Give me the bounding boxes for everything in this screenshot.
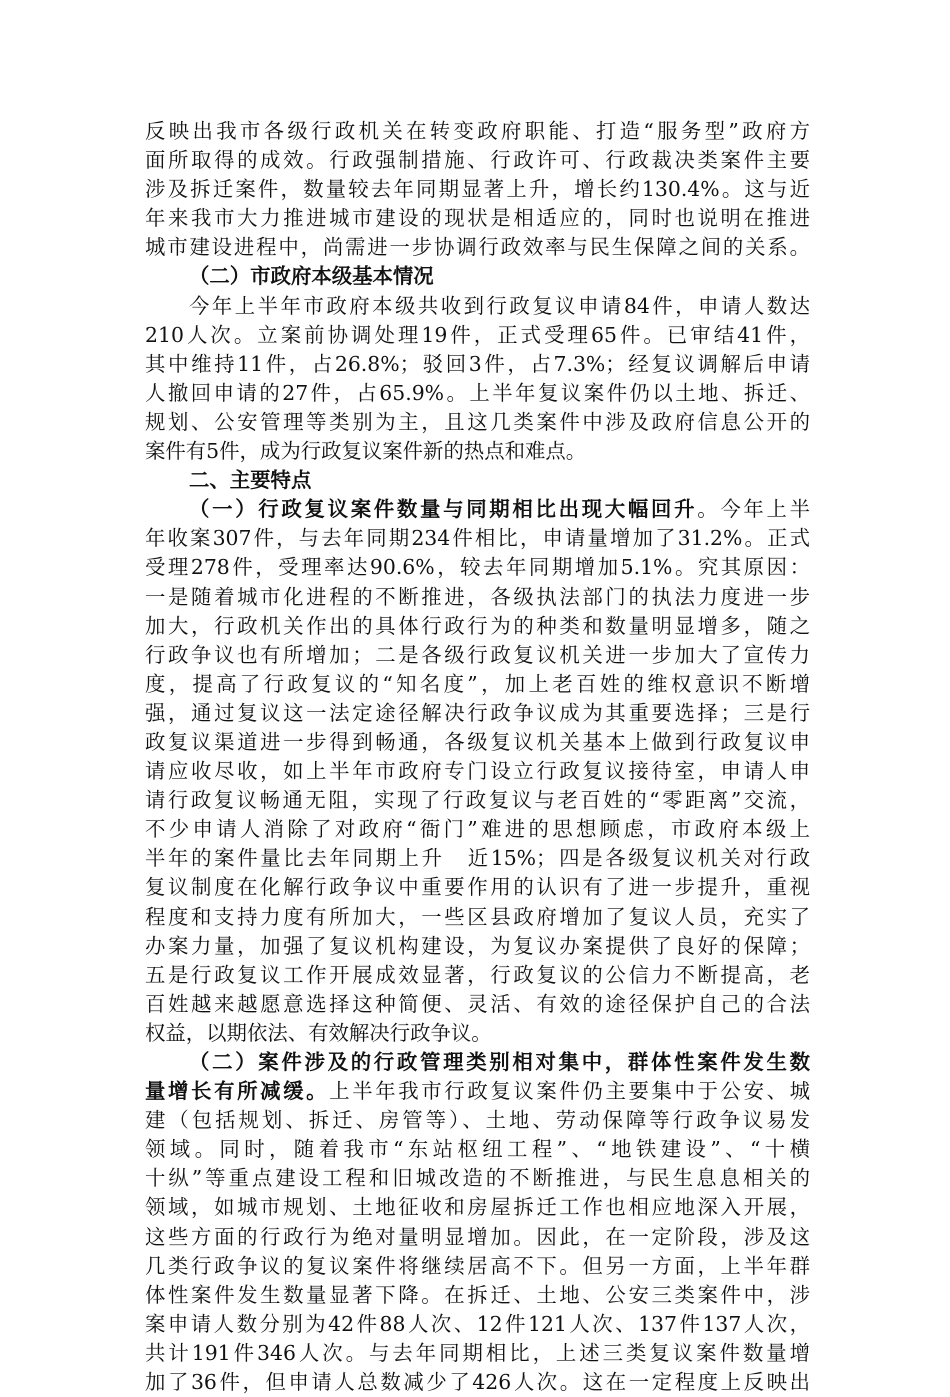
- text-span: 上半年我市行政复议案件仍主要集中于公安、城: [329, 1079, 811, 1104]
- text-line: （二）案件涉及的行政管理类别相对集中，群体性案件发生数: [189, 1050, 810, 1074]
- text-line: 共计191件346人次。与去年同期相比，上述三类复议案件数量增: [145, 1340, 810, 1365]
- text-line: 城市建设进程中，尚需进一步协调行政效率与民生保障之间的关系。: [145, 235, 810, 260]
- bold-heading-span: （一）行政复议案件数量与同期相比出现大幅回升: [189, 497, 698, 522]
- text-line: 案件有5件，成为行政复议案件新的热点和难点。: [145, 439, 587, 464]
- text-line: 加了36件，但申请人总数减少了426人次。这在一定程度上反映出: [145, 1370, 810, 1395]
- text-line: 案申请人数分别为42件88人次、12件121人次、137件137人次，: [145, 1311, 810, 1336]
- text-line: 复议制度在化解行政争议中重要作用的认识有了进一步提升，重视: [145, 875, 810, 900]
- text-line: 其中维持11件，占26.8%；驳回3件，占7.3%；经复议调解后申请: [145, 351, 810, 376]
- text-line: 程度和支持力度有所加大，一些区县政府增加了复议人员，充实了: [145, 904, 810, 929]
- text-line: 请行政复议畅通无阻，实现了行政复议与老百姓的“零距离”交流，: [145, 788, 810, 813]
- document-body: [145, 117, 810, 1397]
- text-line: 受理278件，受理率达90.6%，较去年同期增加5.1%。究其原因：: [145, 555, 810, 580]
- text-line: （二）市政府本级基本情况: [189, 264, 434, 289]
- text-line: 涉及拆迁案件，数量较去年同期显著上升，增长约130.4%。这与近: [145, 177, 810, 202]
- text-line: 面所取得的成效。行政强制措施、行政许可、行政裁决类案件主要: [145, 148, 810, 173]
- text-line: 加大，行政机关作出的具体行政行为的种类和数量明显增多，随之: [145, 613, 810, 638]
- text-line: 政复议渠道进一步得到畅通，各级复议机关基本上做到行政复议申: [145, 729, 810, 754]
- text-line: 请应收尽收，如上半年市政府专门设立行政复议接待室，申请人申: [145, 759, 810, 784]
- text-line: 行政争议也有所增加；二是各级行政复议机关进一步加大了宣传力: [145, 642, 810, 667]
- text-line: 规划、公安管理等类别为主，且这几类案件中涉及政府信息公开的: [145, 409, 810, 434]
- text-line: 半年的案件量比去年同期上升 近15%；四是各级复议机关对行政: [145, 846, 810, 871]
- text-line: 领域，如城市规划、土地征收和房屋拆迁工作也相应地深入开展，: [145, 1195, 810, 1220]
- text-line: 人撤回申请的27件，占65.9%。上半年复议案件仍以土地、拆迁、: [145, 380, 810, 405]
- bold-heading-span: 量增长有所减缓。: [145, 1079, 330, 1104]
- text-line: 今年上半年市政府本级共收到行政复议申请84件，申请人数达: [189, 293, 810, 318]
- text-line: 领域。同时，随着我市“东站枢纽工程”、“地铁建设”、“十横: [145, 1137, 810, 1162]
- text-span: 。今年上半: [697, 497, 811, 522]
- text-line: 年收案307件，与去年同期234件相比，申请量增加了31.2%。正式: [145, 526, 810, 551]
- text-line: 度，提高了行政复议的“知名度”，加上老百姓的维权意识不断增: [145, 671, 810, 696]
- text-line: 反映出我市各级行政机关在转变政府职能、打造“服务型”政府方: [145, 119, 810, 143]
- text-line: 210人次。立案前协调处理19件，正式受理65件。已审结41件，: [145, 322, 810, 347]
- text-line: 不少申请人消除了对政府“衙门”难进的思想顾虑，市政府本级上: [145, 817, 810, 842]
- text-line: 体性案件发生数量显著下降。在拆迁、土地、公安三类案件中，涉: [145, 1282, 810, 1307]
- text-line: [145, 495, 810, 524]
- text-line: 十纵”等重点建设工程和旧城改造的不断推进，与民生息息相关的: [145, 1166, 810, 1191]
- text-line: 建（包括规划、拆迁、房管等）、土地、劳动保障等行政争议易发: [145, 1108, 810, 1133]
- text-line: 几类行政争议的复议案件将继续居高不下。但另一方面，上半年群: [145, 1253, 810, 1278]
- text-line: 权益，以期依法、有效解决行政争议。: [145, 1020, 492, 1045]
- text-line: 强，通过复议这一法定途径解决行政争议成为其重要选择；三是行: [145, 700, 810, 725]
- text-line: 二、主要特点: [189, 468, 312, 493]
- text-line: 五是行政复议工作开展成效显著，行政复议的公信力不断提高，老: [145, 962, 810, 987]
- text-line: 一是随着城市化进程的不断推进，各级执法部门的执法力度进一步: [145, 584, 810, 609]
- text-line: 年来我市大力推进城市建设的现状是相适应的，同时也说明在推进: [145, 206, 810, 231]
- text-line: 办案力量，加强了复议机构建设，为复议办案提供了良好的保障；: [145, 933, 810, 958]
- text-line: 这些方面的行政行为绝对量明显增加。因此，在一定阶段，涉及这: [145, 1224, 810, 1249]
- text-line: [145, 1077, 810, 1106]
- text-line: 百姓越来越愿意选择这种简便、灵活、有效的途径保护自己的合法: [145, 991, 810, 1016]
